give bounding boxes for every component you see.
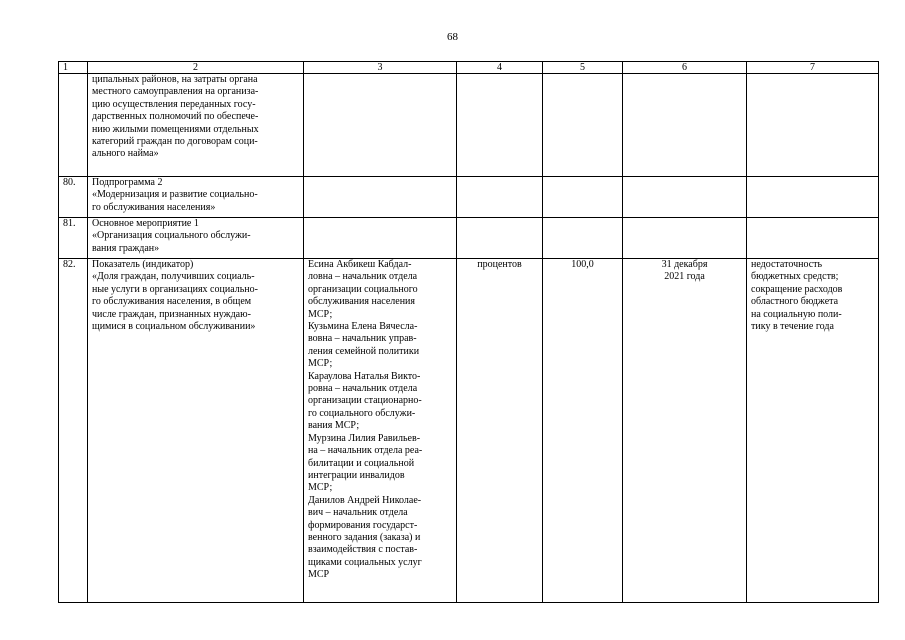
risk: недостаточность бюджетных средств; сокращение расходов областного бюджета на социальную поли- тику в течение года [747,259,879,603]
table-row [59,177,879,218]
column-header: 2 [88,62,304,74]
table-header-row [59,62,879,74]
column-header: 3 [304,62,457,74]
risk [747,218,879,259]
column-header: 1 [59,62,88,74]
page-number: 68 [447,31,458,43]
deadline: 31 декабря 2021 года [623,259,747,603]
risk [747,74,879,177]
table-row [59,259,879,603]
row-number: 80. [59,177,88,218]
responsible [304,74,457,177]
deadline [623,177,747,218]
measure-name: Основное мероприятие 1 «Организация социального обслужи- вания граждан» [88,218,304,259]
value [543,177,623,218]
indicators-table [58,61,879,603]
value [543,218,623,259]
responsible: Есина Акбикеш Кабдал- ловна – начальник отдела организации социального обслуживания населения МСР; Кузьмина Елена Вячесла- вовна – начальник управ- ления семейной политики МСР; Караулова Наталья Викто- ровна – начальник отдела организации стационарно- го социального обслужи- вания МСР; Мурзина Лилия Равильев- на – начальник отдела реа- билитации и социальной интеграции инвалидов МСР; Данилов Андрей Николае- вич – начальник отдела формирования государст- венного задания (заказа) и взаимодействия с постав- щиками социальных услуг МСР [304,259,457,603]
deadline [623,218,747,259]
responsible [304,218,457,259]
row-number: 82. [59,259,88,603]
unit [457,177,543,218]
measure-name: Показатель (индикатор) «Доля граждан, получивших социаль- ные услуги в организациях социально- го обслуживания населения, в общем числе граждан, признанных нуждаю- щимися в социальном обслуживании» [88,259,304,603]
value: 100,0 [543,259,623,603]
column-header: 5 [543,62,623,74]
measure-name: ципальных районов, на затраты органа местного самоуправления на организа- цию осуществления переданных госу- дарственных полномочий по обеспече- нию жилыми помещениями отдельных категорий граждан по договорам соци- ального найма» [88,74,304,177]
value [543,74,623,177]
column-header: 4 [457,62,543,74]
row-number: 81. [59,218,88,259]
unit [457,74,543,177]
measure-name: Подпрограмма 2 «Модернизация и развитие социально- го обслуживания населения» [88,177,304,218]
table-row [59,74,879,177]
risk [747,177,879,218]
column-header: 6 [623,62,747,74]
unit: процентов [457,259,543,603]
unit [457,218,543,259]
responsible [304,177,457,218]
table-row [59,218,879,259]
column-header: 7 [747,62,879,74]
row-number [59,74,88,177]
deadline [623,74,747,177]
